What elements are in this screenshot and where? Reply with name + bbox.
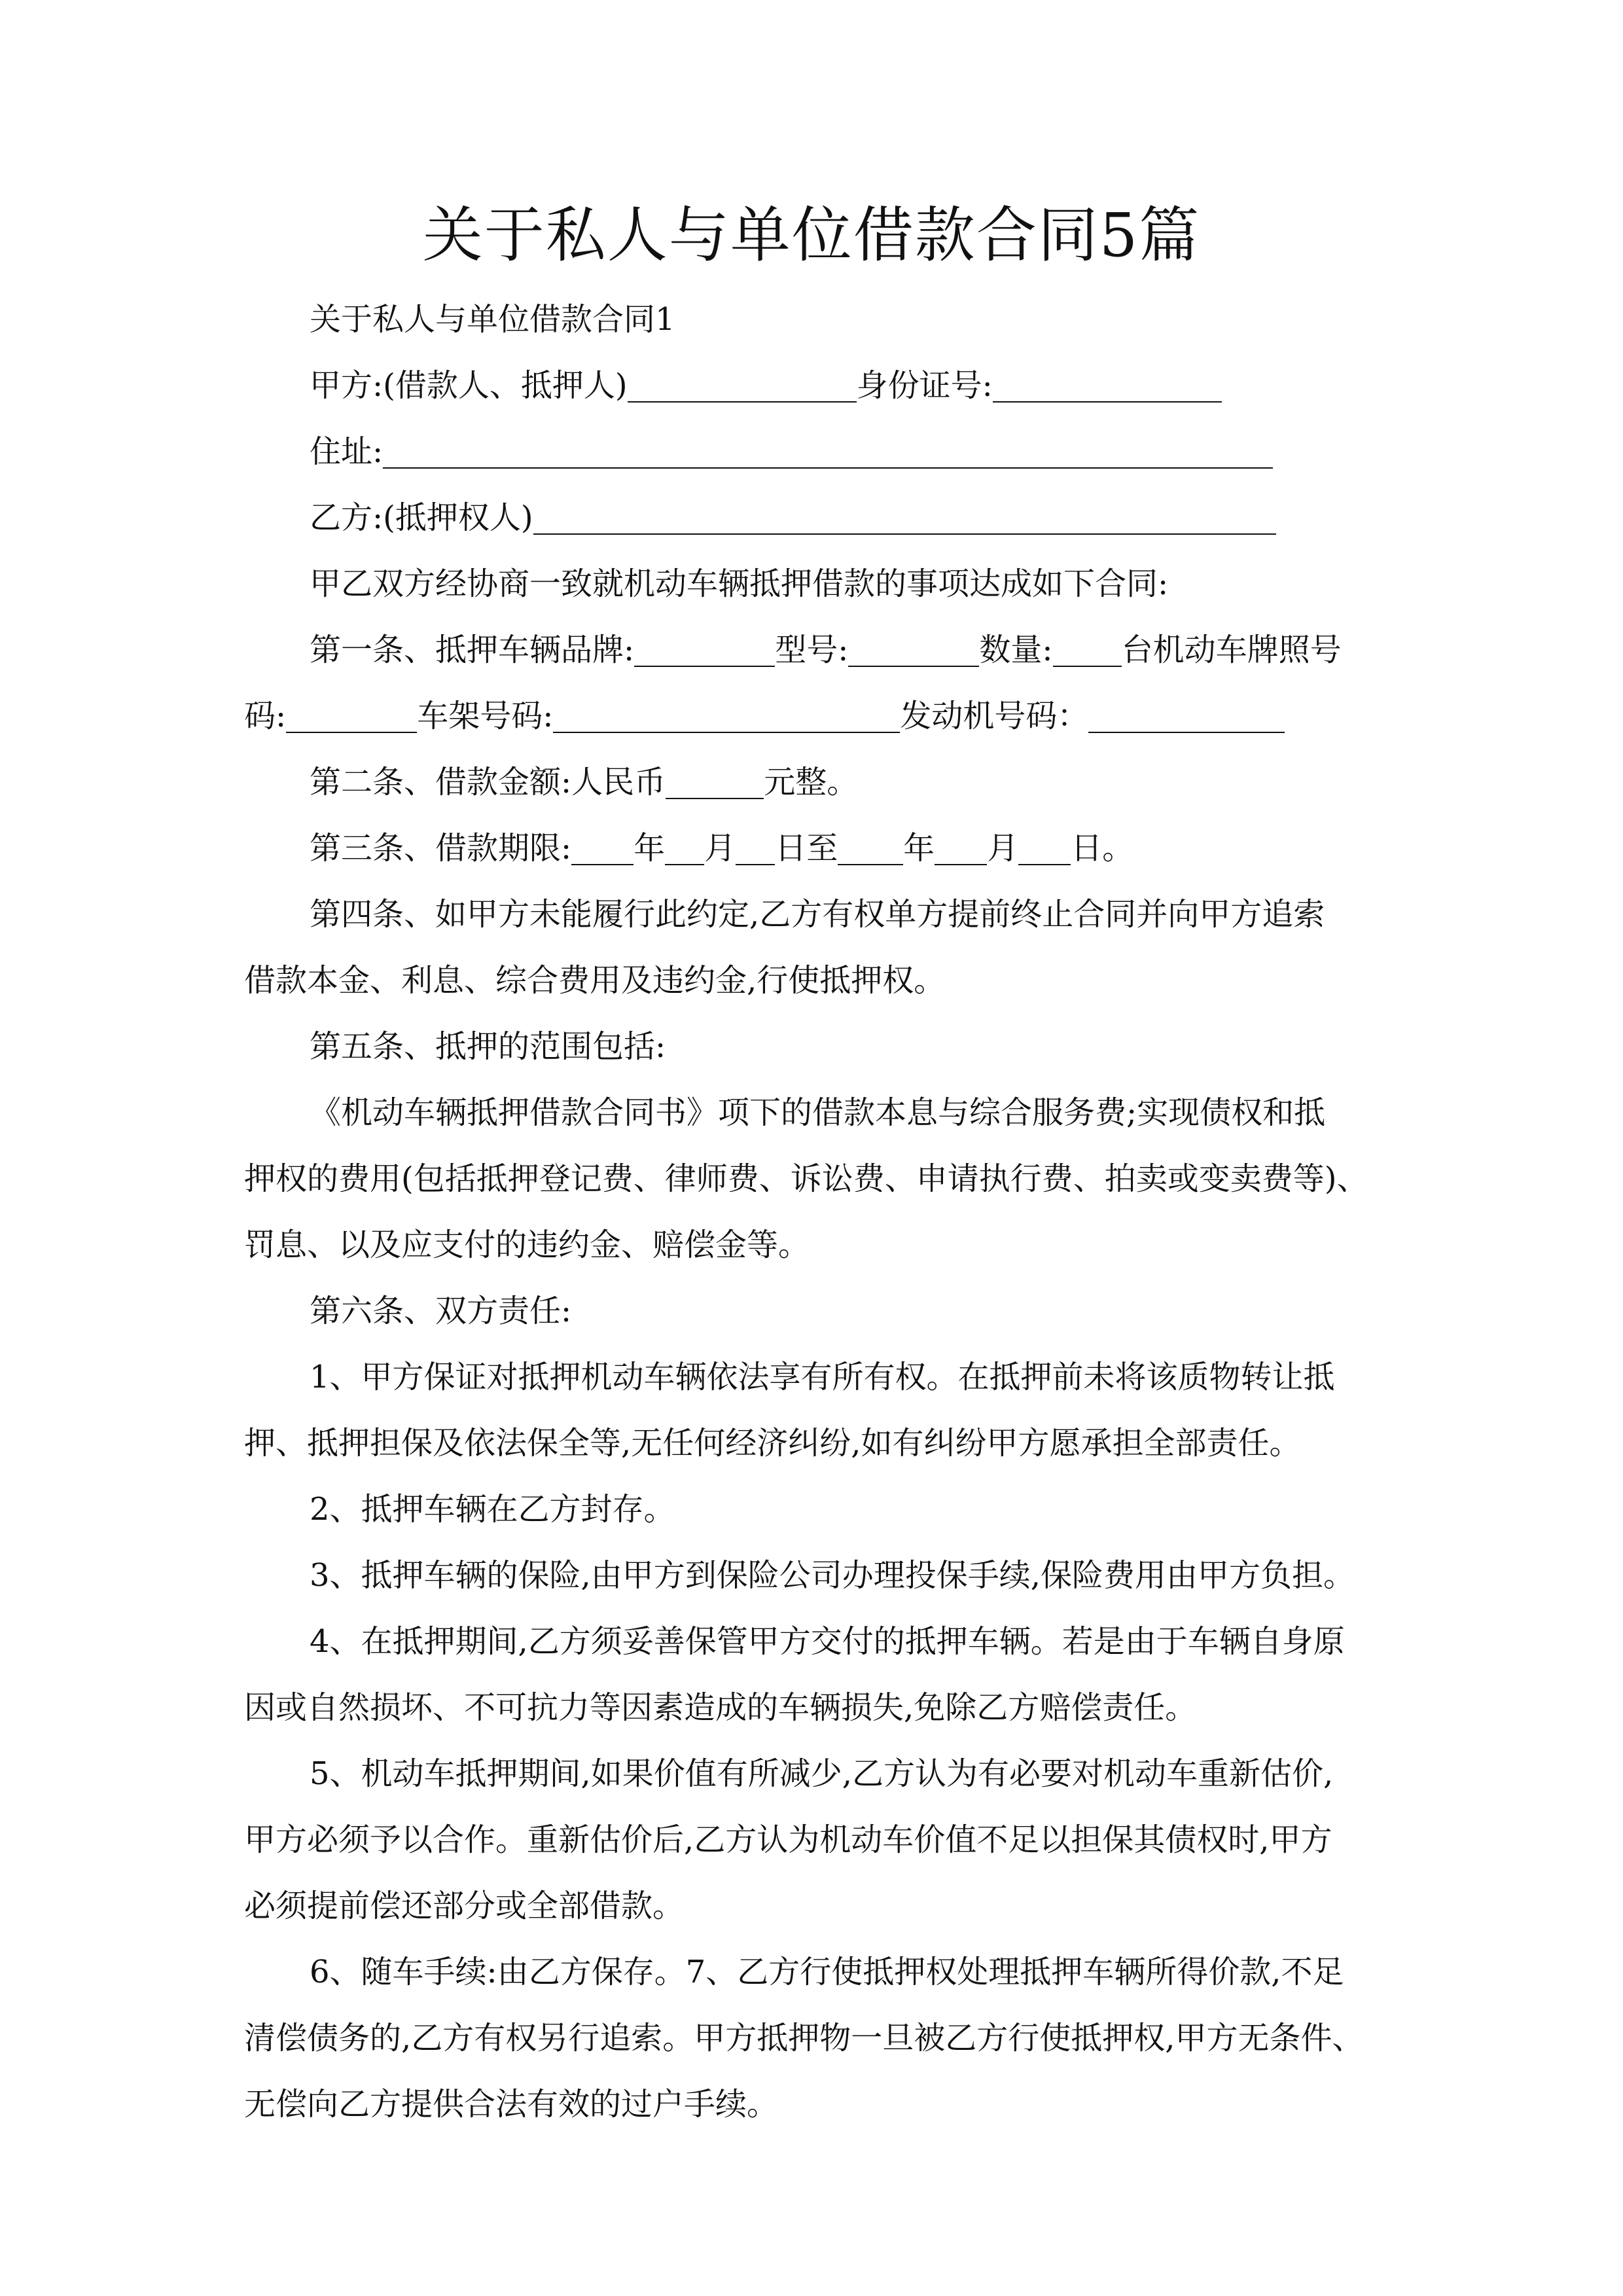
loan-amount-label: 第二条、借款金额:人民币 <box>310 764 666 800</box>
item-1-line-1: 1、甲方保证对抵押机动车辆依法享有所有权。在抵押前未将该质物转让抵 <box>310 1359 1335 1395</box>
vehicle-quantity-label: 数量: <box>979 632 1053 668</box>
party-a-blank[interactable] <box>628 365 857 403</box>
item-5-line-2: 甲方必须予以合作。重新估价后,乙方认为机动车价值不足以担保其债权时,甲方 <box>244 1821 1332 1858</box>
article-6-title: 第六条、双方责任: <box>310 1293 572 1329</box>
article-1-line-1 <box>244 617 1389 683</box>
item-4-line-1: 4、在抵押期间,乙方须妥善保管甲方交付的抵押车辆。若是由于车辆自身原 <box>310 1623 1345 1660</box>
article-1-line-2 <box>244 683 1389 749</box>
article-4-line-2: 借款本金、利息、综合费用及违约金,行使抵押权。 <box>244 962 946 999</box>
item-6-line-3: 无偿向乙方提供合法有效的过户手续。 <box>244 2086 779 2123</box>
address-line <box>244 419 1389 485</box>
item-4-line-2: 因或自然损坏、不可抗力等因素造成的车辆损失,免除乙方赔偿责任。 <box>244 1689 1197 1726</box>
vehicle-quantity-blank[interactable] <box>1053 629 1122 667</box>
contract-body <box>244 287 1389 2138</box>
vehicle-brand-label: 第一条、抵押车辆品牌: <box>310 632 635 668</box>
plate-number-blank[interactable] <box>286 695 417 733</box>
end-month-blank[interactable] <box>935 827 987 865</box>
vehicle-model-label: 型号: <box>775 632 849 668</box>
item-5-line-1: 5、机动车抵押期间,如果价值有所减少,乙方认为有必要对机动车重新估价, <box>310 1755 1334 1792</box>
item-2: 2、抵押车辆在乙方封存。 <box>310 1491 675 1528</box>
year-label: 年 <box>633 830 666 867</box>
start-month-blank[interactable] <box>665 827 704 865</box>
id-number-blank[interactable] <box>993 365 1222 403</box>
end-year-blank[interactable] <box>838 827 903 865</box>
document-title: 关于私人与单位借款合同5篇 <box>422 200 1201 270</box>
start-year-blank[interactable] <box>571 827 633 865</box>
party-a-line <box>244 353 1389 419</box>
article-5-line-1: 《机动车辆抵押借款合同书》项下的借款本息与综合服务费;实现债权和抵 <box>310 1094 1326 1131</box>
vehicle-model-blank[interactable] <box>848 629 979 667</box>
item-1-line-2: 押、抵押担保及依法保全等,无任何经济纠纷,如有纠纷甲方愿承担全部责任。 <box>244 1425 1301 1462</box>
article-4-line-1: 第四条、如甲方未能履行此约定,乙方有权单方提前终止合同并向甲方追索 <box>310 896 1325 933</box>
address-blank[interactable] <box>383 431 1273 469</box>
item-6-line-2: 清偿债务的,乙方有权另行追索。甲方抵押物一旦被乙方行使抵押权,甲方无条件、 <box>244 2020 1364 2056</box>
loan-amount-blank[interactable] <box>666 761 764 799</box>
loan-term-label: 第三条、借款期限: <box>310 830 572 867</box>
item-3: 3、抵押车辆的保险,由甲方到保险公司办理投保手续,保险费用由甲方负担。 <box>310 1557 1355 1594</box>
end-year-label: 年 <box>903 830 935 867</box>
item-6-line-1: 6、随车手续:由乙方保存。7、乙方行使抵押权处理抵押车辆所得价款,不足 <box>310 1954 1344 1990</box>
intro-paragraph: 甲乙双方经协商一致就机动车辆抵押借款的事项达成如下合同: <box>310 565 1169 602</box>
month-label: 月 <box>704 830 736 867</box>
party-a-label: 甲方:(借款人、抵押人) <box>310 367 628 404</box>
engine-number-blank[interactable] <box>1088 695 1285 733</box>
article-5-title: 第五条、抵押的范围包括: <box>310 1028 666 1065</box>
frame-number-label: 车架号码: <box>417 698 554 734</box>
article-3 <box>244 816 1389 882</box>
end-month-label: 月 <box>987 830 1019 867</box>
day-to-label: 日至 <box>775 830 838 867</box>
article-2 <box>244 749 1389 816</box>
party-b-label: 乙方:(抵押权人) <box>310 499 533 536</box>
party-b-blank[interactable] <box>533 497 1276 535</box>
loan-amount-unit: 元整。 <box>764 764 859 800</box>
article-5-line-3: 罚息、以及应支付的违约金、赔偿金等。 <box>244 1227 810 1263</box>
id-number-label: 身份证号: <box>856 367 993 404</box>
plate-number-label: 台机动车牌照号 <box>1121 632 1342 668</box>
start-day-blank[interactable] <box>736 827 775 865</box>
vehicle-brand-blank[interactable] <box>634 629 775 667</box>
end-day-label: 日。 <box>1071 830 1134 867</box>
end-day-blank[interactable] <box>1018 827 1071 865</box>
frame-number-blank[interactable] <box>553 695 900 733</box>
address-label: 住址: <box>310 433 383 470</box>
article-5-line-2: 押权的费用(包括抵押登记费、律师费、诉讼费、申请执行费、拍卖或变卖费等)、 <box>244 1160 1368 1197</box>
party-b-line <box>244 485 1389 551</box>
contract-subtitle: 关于私人与单位借款合同1 <box>310 301 675 338</box>
item-5-line-3: 必须提前偿还部分或全部借款。 <box>244 1888 685 1924</box>
engine-number-label: 发动机号码： <box>900 698 1089 734</box>
plate-code-label: 码: <box>244 698 287 734</box>
